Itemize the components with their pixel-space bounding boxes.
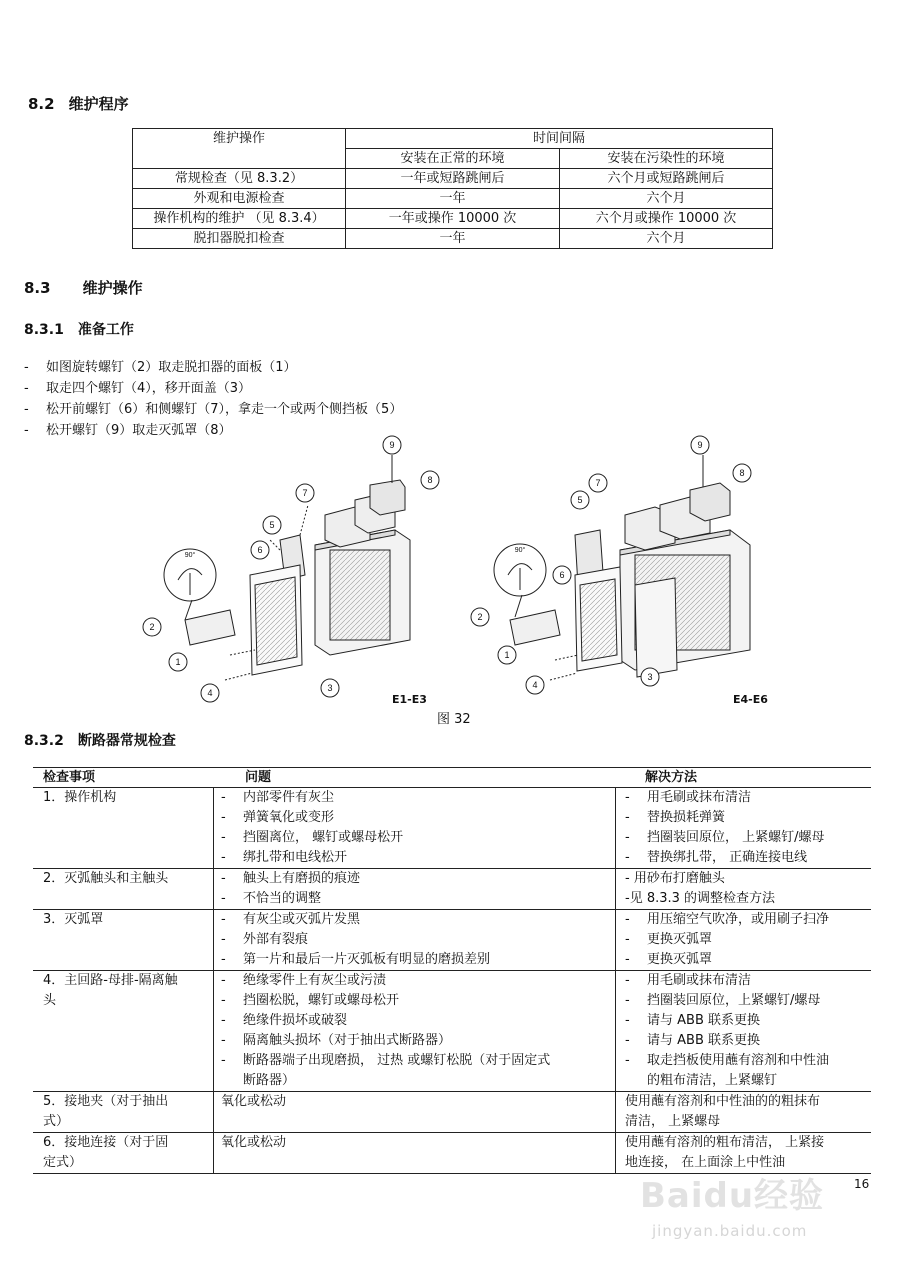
- check-item: 3．灭弧罩: [43, 912, 104, 927]
- table-row: [133, 169, 773, 189]
- table-row: [33, 910, 871, 971]
- header-problem: 问题: [245, 770, 272, 785]
- header-solution: 解决方法: [645, 770, 698, 785]
- routine-check-table: [33, 767, 871, 1174]
- table-row: [133, 209, 773, 229]
- cell-normal: 一年或操作 10000 次: [346, 209, 560, 229]
- check-item: 5．接地夹（对于抽出 式）: [43, 1094, 169, 1129]
- cell-op: 外观和电源检查: [133, 189, 346, 209]
- cell-op: 常规检查（见 8.3.2）: [133, 169, 346, 189]
- breaker-exploded-figure: [130, 435, 790, 710]
- solution-list: - 用砂布打磨触头 -见 8.3.3 的调整检查方法: [625, 871, 776, 906]
- cell-normal: 一年: [346, 189, 560, 209]
- callout-5: 5: [577, 495, 583, 505]
- solution-text: 使用蘸有溶剂的粗布清洁， 上紧接 地连接， 在上面涂上中性油: [625, 1135, 825, 1170]
- callout-6: 6: [257, 545, 263, 555]
- solution-list: - 用压缩空气吹净，或用刷子扫净 - 更换灭弧罩 - 更换灭弧罩: [625, 912, 830, 967]
- angle-label: 90°: [184, 552, 196, 559]
- cell-polluted: 六个月: [560, 229, 773, 249]
- figure-caption: 图 32: [437, 712, 471, 727]
- page-number: 16: [854, 1177, 870, 1191]
- check-item: 1．操作机构: [43, 790, 117, 805]
- callout-9: 9: [389, 440, 395, 450]
- section-8-3-heading: 8.3 维护操作: [24, 279, 143, 297]
- problem-text: 氧化或松动: [221, 1094, 287, 1109]
- figure-label-e4-e6: E4-E6: [733, 693, 768, 706]
- problem-list: - 触头上有磨损的痕迹 - 不恰当的调整: [221, 871, 361, 906]
- list-item: - 取走四个螺钉（4），移开面盖（3）: [24, 381, 252, 396]
- solution-text: 使用蘸有溶剂和中性油的的粗抹布 清洁， 上紧螺母: [625, 1094, 821, 1129]
- watermark-url: jingyan.baidu.com: [652, 1222, 808, 1240]
- callout-6: 6: [559, 570, 565, 580]
- header-normal-env: 安装在正常的环境: [346, 149, 560, 169]
- cell-normal: 一年: [346, 229, 560, 249]
- table-row: [33, 869, 871, 910]
- check-table-header: [33, 767, 871, 788]
- callout-1: 1: [175, 657, 181, 667]
- header-item: 检查事项: [43, 770, 96, 785]
- baidu-watermark: [620, 1160, 870, 1260]
- figure-label-e1-e3: E1-E3: [392, 693, 427, 706]
- header-maint-op: 维护操作: [133, 129, 346, 169]
- problem-list: - 有灰尘或灭弧片发黑 - 外部有裂痕 - 第一片和最后一片灭弧板有明显的磨损差别: [221, 912, 491, 967]
- list-item: - 如图旋转螺钉（2）取走脱扣器的面板（1）: [24, 360, 297, 375]
- callout-4: 4: [207, 688, 213, 698]
- table-row: [33, 1092, 871, 1133]
- callout-8: 8: [427, 475, 433, 485]
- table-row: [133, 189, 773, 209]
- angle-label: 90°: [514, 547, 526, 554]
- cell-op: 脱扣器脱扣检查: [133, 229, 346, 249]
- check-item: 2．灭弧触头和主触头: [43, 871, 169, 886]
- list-item: - 松开螺钉（9）取走灭弧罩（8）: [24, 423, 232, 438]
- callout-7: 7: [595, 478, 601, 488]
- prep-steps-list: [24, 357, 402, 441]
- cell-op: 操作机构的维护 （见 8.3.4）: [133, 209, 346, 229]
- callout-3: 3: [647, 672, 653, 682]
- list-item: - 松开前螺钉（6）和侧螺钉（7），拿走一个或两个侧挡板（5）: [24, 402, 403, 417]
- problem-list: - 内部零件有灰尘 - 弹簧氧化或变形 - 挡圈离位， 螺钉或螺母松开 - 绑扎带和电线松开: [221, 790, 404, 865]
- header-polluted-env: 安装在污染性的环境: [560, 149, 773, 169]
- problem-list: - 绝缘零件上有灰尘或污渍 - 挡圈松脱，螺钉或螺母松开 - 绝缘件损坏或破裂 - 隔离触头损坏（对于抽出式断路器） - 断路器端子出现磨损， 过热 或螺钉松脱（对于固定式 断路器）: [221, 973, 551, 1088]
- callout-1: 1: [504, 650, 510, 660]
- maintenance-interval-table: [132, 128, 773, 249]
- table-row: [33, 971, 871, 1092]
- cell-normal: 一年或短路跳闸后: [346, 169, 560, 189]
- callout-4: 4: [532, 680, 538, 690]
- solution-list: - 用毛刷或抹布清洁 - 挡圈装回原位，上紧螺钉/螺母 - 请与 ABB 联系更换 - 请与 ABB 联系更换 - 取走挡板使用蘸有溶剂和中性油 的粗布清洁，上紧螺钉: [625, 973, 830, 1088]
- callout-5: 5: [269, 520, 275, 530]
- cell-polluted: 六个月: [560, 189, 773, 209]
- table-row: [133, 229, 773, 249]
- section-8-2-heading: 8.2 维护程序: [28, 95, 129, 113]
- header-interval: 时间间隔: [346, 129, 773, 149]
- callout-8: 8: [739, 468, 745, 478]
- solution-list: - 用毛刷或抹布清洁 - 替换损耗弹簧 - 挡圈装回原位， 上紧螺钉/螺母 - 替换绑扎带， 正确连接电线: [625, 790, 825, 865]
- cell-polluted: 六个月或短路跳闸后: [560, 169, 773, 189]
- callout-3: 3: [327, 683, 333, 693]
- watermark-brand: Baidu经验: [640, 1176, 825, 1216]
- table-row: [33, 788, 871, 869]
- section-8-3-1-heading: 8.3.1 准备工作: [24, 322, 134, 338]
- check-item: 4．主回路-母排-隔离触 头: [43, 973, 178, 1008]
- problem-text: 氧化或松动: [221, 1135, 287, 1150]
- section-8-3-2-heading: 8.3.2 断路器常规检查: [24, 733, 176, 749]
- callout-7: 7: [302, 488, 308, 498]
- check-item: 6．接地连接（对于固 定式）: [43, 1135, 169, 1170]
- callout-2: 2: [477, 612, 483, 622]
- cell-polluted: 六个月或操作 10000 次: [560, 209, 773, 229]
- callout-2: 2: [149, 622, 155, 632]
- callout-9: 9: [697, 440, 703, 450]
